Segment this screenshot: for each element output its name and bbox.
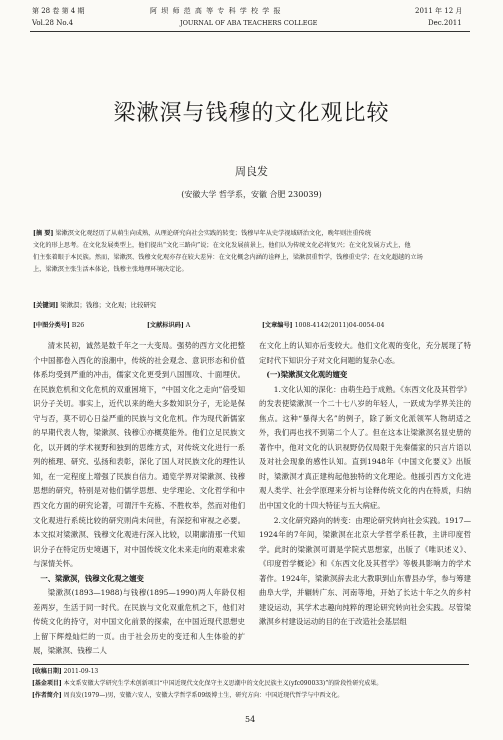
article-title: 梁漱溟与钱穆的文化观比较: [113, 101, 390, 126]
keywords-value: 梁漱溟；钱穆；文化观；比较研究: [60, 301, 157, 309]
author-affiliation: (安徽大学 哲学系，安徽 合肥 230039): [181, 190, 322, 199]
intro-paragraph: 清末民初，诚然是数千年之一大变局。强势的西方文化把整个中国都卷入西化的浪潮中，传统的社会观念、意识形态和价值体系均受到严重的冲击，儒家文化更受到八国围攻、十面埋伏。在民族危机和文化危机的双重困境下，“中国文化之走向”倍受知识分子关切。事实上，近代以来的绝大多数知识分子，无论是保守与否，莫不切心日益严重的民族与文化危机。作为现代新儒家的早期代表人物，梁漱溟、钱穆①亦概莫能外。他们立足民族文化，以开阔的学术视野和独到的思维方式，对传统文化进行一系列的梳理、研究、弘扬和表彰，深化了国人对民族文化的理性认知，在一定程度上增强了民族自信力。通览学界对梁漱溟、钱穆思想的研究，特别是对他们儒学思想、史学理论、文化哲学和中西文化方面的研究论著，可谓汗牛充栋、不胜枚举，然而对他们文化观进行系统比较的研究则尚未问世，有深挖和审视之必要。本文拟对梁漱溟、钱穆文化观进行深入比较，以期廓清那一代知识分子在特定历史境遇下，对中国传统文化未来走向的艰难求索与深情关怀。: [33, 341, 245, 569]
section1-paragraph: 梁漱溟(1893—1988)与钱穆(1895—1990)两人年龄仅相差两岁，生活于同一时代。在民族与文化双重危机之下，他们对传统文化的持守，对中国文化前景的探索，在中国近现代思想史上留下辉煌灿烂的一页。由于社会历史的变迁和人生体验的扩展，梁漱溟、钱穆二人: [33, 588, 245, 656]
page-number: 54: [245, 715, 256, 724]
volume-en: Vol.28 No.4: [32, 19, 74, 27]
document-code: [文献标识码] A: [147, 322, 191, 329]
abstract: [33, 228, 469, 276]
date-cn: 2011 年 12 月: [415, 7, 463, 15]
section-heading-1: 一、梁漱溟，钱穆文化观之嬗变: [40, 573, 144, 583]
date-en: Dec.2011: [428, 19, 462, 27]
header-rule: [30, 31, 470, 32]
point-2-paragraph: 2.文化研究路向的转变：由理论研究转向社会实践。1917—1924年的7年间，梁漱溟在北京大学哲学系任教，主讲印度哲学。此时的梁漱溟可谓是学院式思想家，出版了《唯识述义》、《印度哲学概论》和《东西文化及其哲学》等极具影响力的学术著作。1924年，梁漱溟辞去北大教职到山东曹县办学，参与筹建曲阜大学，并辗转广东、河南等地，开始了长达十年之久的乡村建设运动，其学术志趣向纯粹的理论研究转向社会实践。尽管梁漱溟乡村建设运动的目的在于改造社会基层组: [259, 515, 471, 627]
right-column: [259, 339, 471, 630]
abstract-line-3: 们主张着眼于本民族。然而，梁漱溟、钱穆文化观亦存在较大差异：在文化概念内涵的诠释上，梁漱溟重哲学，钱穆重史学；在文化超越的立场: [33, 254, 423, 261]
footnote-rule: [33, 664, 469, 665]
abstract-line-2: 文化的形上思考。在文化发展类型上，他们提出“文化三路向”说；在文化发展前景上，他们认为传统文化必将复兴；在文化发展方式上，他: [33, 242, 411, 249]
point-1-paragraph: 1.文化认知的深化：由萌生趋于成熟。《东西文化及其哲学》的发表使梁漱溟一个二十七八岁的年轻人，一跃成为学界关注的焦点。这种“暴得大名”的例子，除了新文化派领军人物胡适之外，我们再也找不到第二个人了。但在这本让梁漱溟名显史册的著作中，他对文化的认识视野仍仅局限于先秦儒家的只言片语以及对社会现象的感性认知。直到1948年《中国文化要义》出版时，梁漱溟才真正建构起他独特的文化理论。他援引西方文化进观人类学、社会学原理来分析与诠释传统文化的内在特质，归纳出中国文化的十四大特征与五大病症。: [259, 384, 471, 511]
article-number: [文章编号] 1008-4142(2011)04-0054-04: [262, 322, 385, 329]
author-bio: [作者简介] 周良发(1979—)男，安徽六安人，安徽大学哲学系09级博士生，研究方向：中国近现代哲学与中西文化。: [32, 692, 344, 699]
left-column: [33, 339, 245, 659]
volume-cn: 第 28 卷 第 4 期: [32, 7, 85, 15]
journal-title-en: JOURNAL OF ABA TEACHERS COLLEGE: [180, 19, 318, 27]
abstract-line-1: [摘 要] 梁漱溟文化观经历了从萌生向成熟，从理论研究向社会实践的转变；钱穆早年从史学视域研治文化，晚年则注重传统: [33, 230, 371, 237]
received-date: [收稿日期] 2011-09-13: [32, 668, 99, 675]
fund-project: [基金项目] 本文系安徽大学研究生学术创新项目“中国近现代文化保守主义思潮中的文化民族主义(yfc090033)”的阶段性研究成果。: [32, 680, 383, 687]
abstract-line-4: 上，梁漱溟主张生活本体论，钱穆主张地理环境决定论。: [33, 266, 188, 273]
continued-paragraph: 在文化上的认知亦后变较大。他们文化观的变化，充分展现了特定时代下知识分子对文化问题的复杂心态。: [259, 341, 471, 365]
abstract-label: [摘 要]: [33, 230, 54, 237]
author-name: 周良发: [235, 165, 268, 178]
keywords: [33, 300, 469, 309]
keywords-label: [关键词]: [33, 301, 59, 309]
subsection-heading-1: (一)梁漱溟文化观的嬗变: [266, 370, 348, 380]
journal-title-cn: 阿 坝 师 范 高 等 专 科 学 校 学 报: [150, 7, 282, 15]
clc-number: [中图分类号] B26: [33, 322, 85, 329]
